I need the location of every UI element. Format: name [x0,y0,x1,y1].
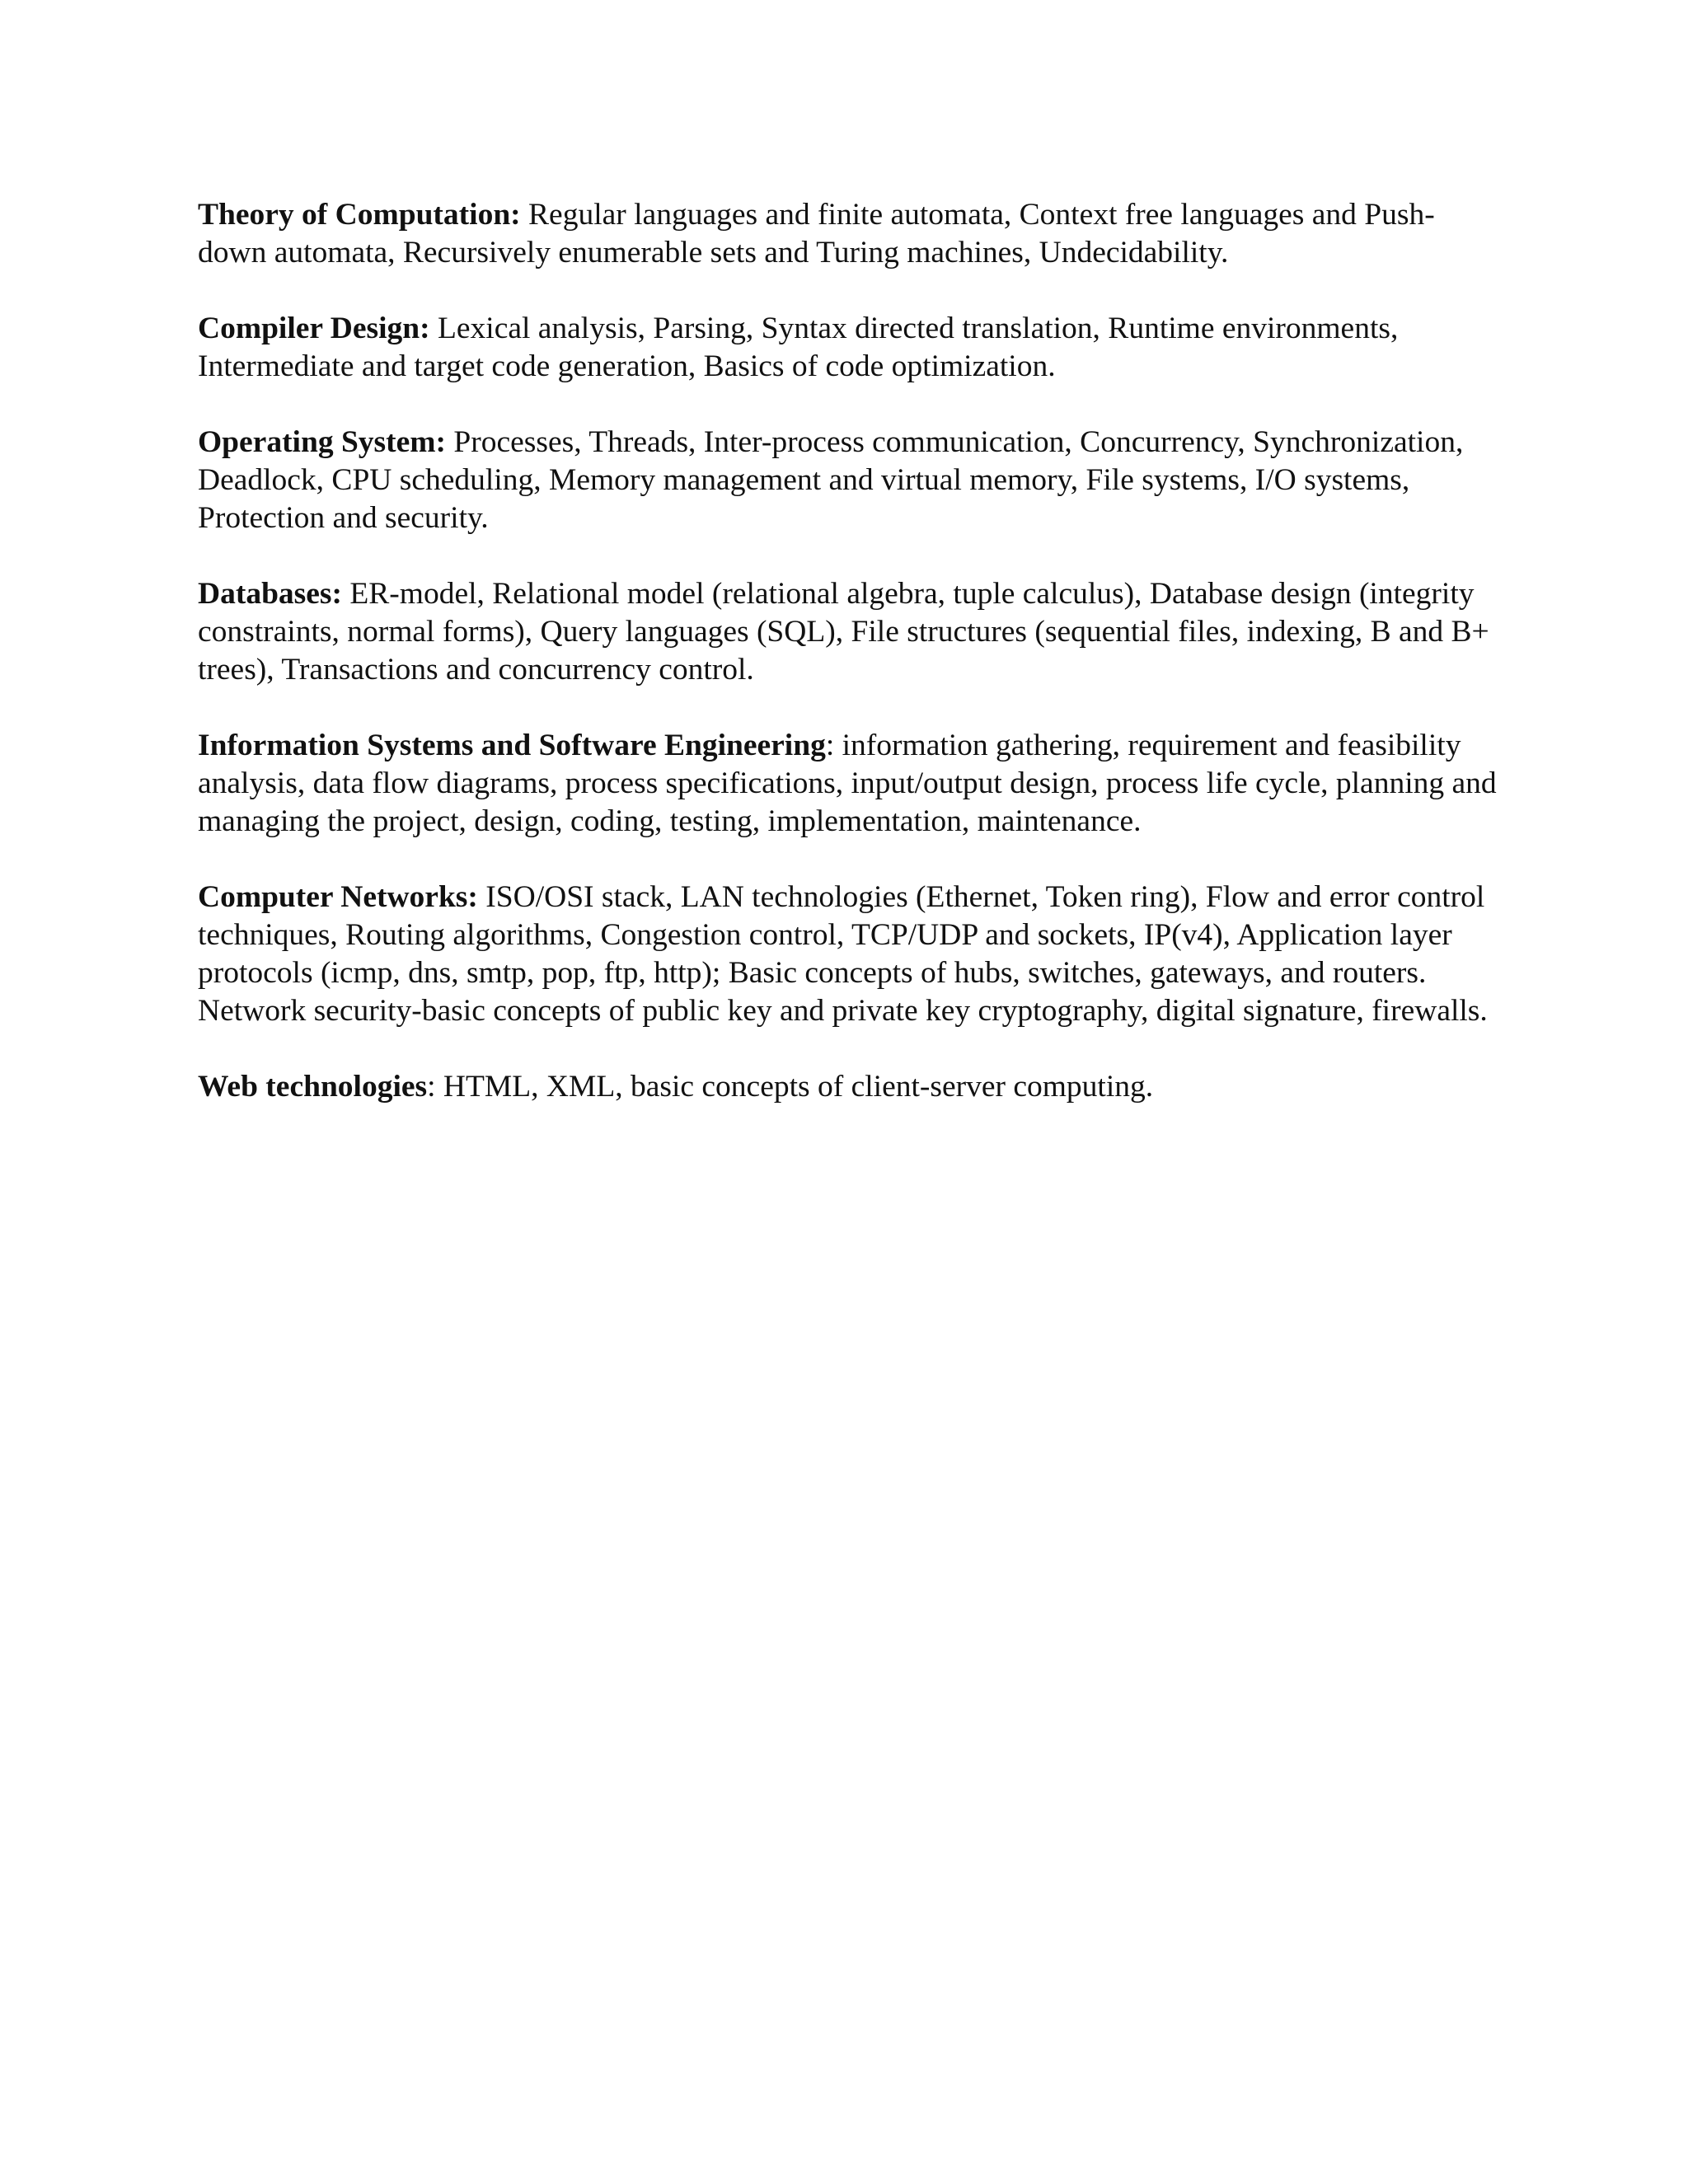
syllabus-body [198,196,1500,1144]
section-heading: Operating System: [198,425,447,459]
section-compiler-design [198,310,1500,386]
section-heading: Computer Networks: [198,880,478,914]
section-heading: Web technologies [198,1070,428,1104]
section-text: Regular languages and finite automata, Context free languages and Push-down automata, Recursively enumerable sets and Turing machines, Undecidability. [198,198,1435,269]
section-heading: Information Systems and Software Engineering [198,729,826,762]
section-operating-system [198,424,1500,537]
section-heading: Databases: [198,577,342,611]
section-text: Processes, Threads, Inter-process communication, Concurrency, Synchronization, Deadlock, CPU scheduling, Memory management and virtual memory, File systems, I/O systems, Protection and security. [198,425,1464,535]
section-text: ISO/OSI stack, LAN technologies (Ethernet, Token ring), Flow and error control techniques, Routing algorithms, Congestion control, TCP/UDP and sockets, IP(v4), Application layer protocols (icmp, dns, smtp, pop, ftp, http); Basic concepts of hubs, switches, gateways, and routers. Network security-basic concepts of public key and private key cryptography, digital signature, firewalls. [198,880,1488,1028]
section-heading: Compiler Design: [198,312,430,345]
section-databases [198,575,1500,689]
section-heading: Theory of Computation: [198,198,521,232]
section-text: : information gathering, requirement and feasibility analysis, data flow diagrams, process specifications, input/output design, process life cycle, planning and managing the project, design, coding, testing, implementation, maintenance. [198,729,1497,838]
section-web-technologies [198,1068,1500,1106]
section-text: ER-model, Relational model (relational algebra, tuple calculus), Database design (integrity constraints, normal forms), Query languages (SQL), File structures (sequential files, indexing, B and B+ trees), Transactions and concurrency control. [198,577,1489,687]
section-text: : HTML, XML, basic concepts of client-server computing. [427,1070,1154,1104]
section-theory-of-computation [198,196,1500,272]
section-text: Lexical analysis, Parsing, Syntax directed translation, Runtime environments, Intermediate and target code generation, Basics of code optimization. [198,312,1399,383]
section-computer-networks [198,879,1500,1030]
section-information-systems [198,727,1500,841]
